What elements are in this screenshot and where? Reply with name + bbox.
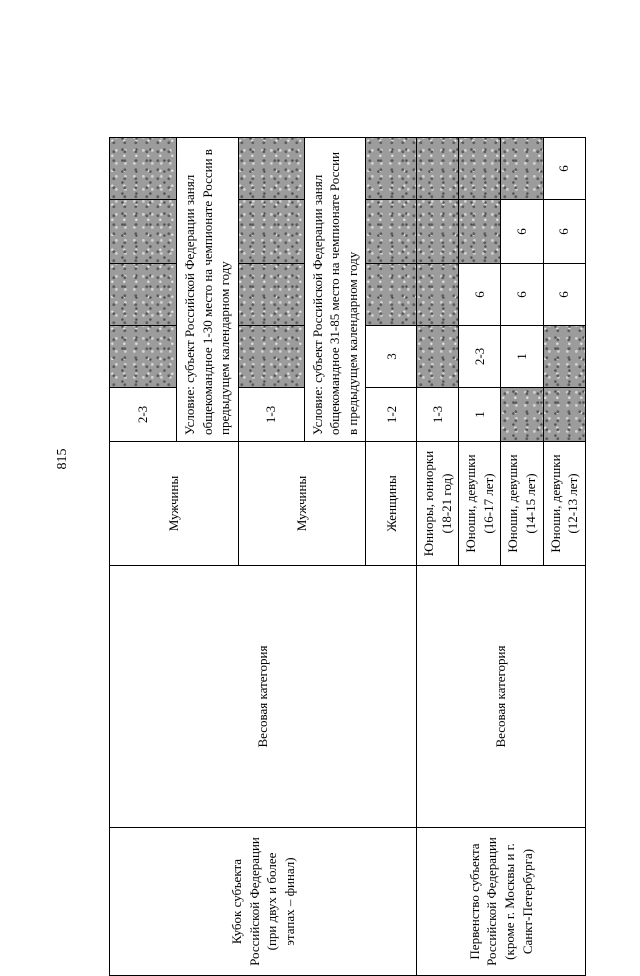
page-number: 815 (55, 448, 70, 470)
group-cell: Юноши, девушки (12-13 лет) (543, 442, 585, 566)
place-cell: 1 (459, 388, 501, 442)
value-cell: 6 (543, 264, 585, 326)
shaded-cell (417, 200, 459, 264)
shaded-cell (459, 138, 501, 200)
shaded-cell (238, 200, 304, 264)
value-cell: 6 (501, 264, 543, 326)
shaded-cell (417, 326, 459, 388)
shaded-cell (417, 138, 459, 200)
shaded-cell (417, 264, 459, 326)
shaded-cell (366, 200, 417, 264)
group-cell: Юноши, девушки (14-15 лет) (501, 442, 543, 566)
table-row (110, 138, 177, 976)
place-cell: 1-2 (366, 388, 417, 442)
group-cell: Юниоры, юниорки (18-21 год) (417, 442, 459, 566)
shaded-cell (110, 326, 177, 388)
category-cell: Весовая категория (110, 566, 417, 828)
competition-cell: Кубок субъекта Российской Федерации (при двух и более этапах – финал) (110, 828, 417, 976)
shaded-cell (366, 138, 417, 200)
category-cell: Весовая категория (417, 566, 585, 828)
shaded-cell (110, 264, 177, 326)
shaded-cell (366, 264, 417, 326)
value-cell: 6 (501, 200, 543, 264)
shaded-cell (238, 138, 304, 200)
place-cell: 2-3 (110, 388, 177, 442)
group-cell: Юноши, девушки (16-17 лет) (459, 442, 501, 566)
value-cell: 1 (501, 326, 543, 388)
condition-note: Условие: субъект Российской Федерации занял общекомандное 1-30 место на чемпионате России в предыдущем календарном году (177, 138, 239, 442)
shaded-cell (459, 200, 501, 264)
value-cell: 6 (543, 138, 585, 200)
group-cell: Мужчины (110, 442, 239, 566)
shaded-cell (501, 138, 543, 200)
competition-cell: Первенство субъекта Российской Федерации (кроме г. Москвы и г. Санкт-Петербурга) (417, 828, 585, 976)
value-cell: 6 (543, 200, 585, 264)
shaded-cell (238, 326, 304, 388)
shaded-cell (501, 388, 543, 442)
group-cell: Женщины (366, 442, 417, 566)
table-row (417, 138, 459, 976)
shaded-cell (110, 200, 177, 264)
shaded-cell (238, 264, 304, 326)
condition-note: Условие: субъект Российской Федерации занял общекомандное 31-85 место на чемпионате России в предыдущем календарном году (304, 138, 366, 442)
place-cell: 1-3 (238, 388, 304, 442)
value-cell: 6 (459, 264, 501, 326)
shaded-cell (110, 138, 177, 200)
ranking-table (109, 137, 586, 976)
shaded-cell (543, 326, 585, 388)
rotated-table-container (109, 138, 581, 976)
value-cell: 2-3 (459, 326, 501, 388)
shaded-cell (543, 388, 585, 442)
group-cell: Мужчины (238, 442, 366, 566)
value-cell: 3 (366, 326, 417, 388)
place-cell: 1-3 (417, 388, 459, 442)
